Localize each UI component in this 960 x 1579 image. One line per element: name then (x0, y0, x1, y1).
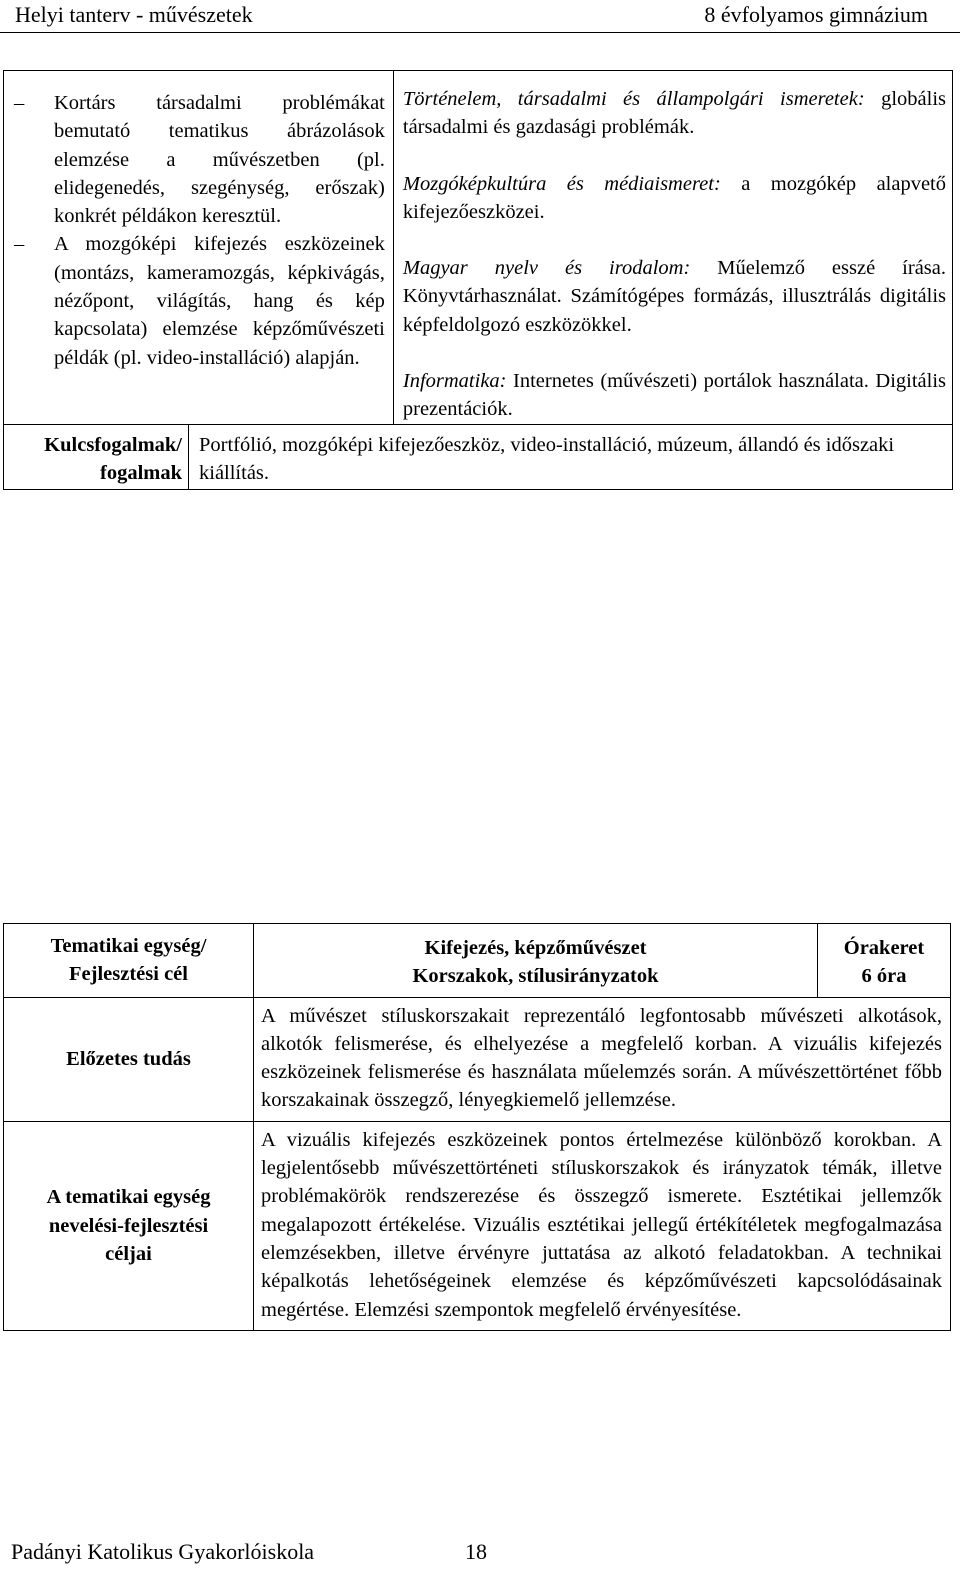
prior-knowledge-text: A művészet stíluskorszakait reprezentáló legfontosabb művészeti alkotások, alkotók felismerése, és elhelyezése a megfelelő korban. A vizuális kifejezés eszközeinek felismerése és használata műelemzés során. A művészettörténet főbb korszakainak összegző, lényegkiemelő jellemzése. (254, 997, 951, 1121)
goals-text: A vizuális kifejezés eszközeinek pontos értelmezése különböző korokban. A legjelentősebb művészettörténeti stíluskorszakok és irányzatok témák, illetve problémakörök rendszerezése és összegző ismerete. Esztétikai jellemzők megalapozott értékelése. Vizuális esztétikai jellegű értékítéletek megfogalmazása elemzésekben, illetve érvényre juttatása az alkotó feladatokban. A technikai képalkotás lehetőségeinek elemzése és képzőművészeti kapcsolódásainak megértése. Elemzési szempontok megfelelő érvényesítése. (254, 1121, 951, 1330)
header-document-title: Helyi tanterv - művészetek (15, 2, 253, 27)
page-header (0, 0, 960, 40)
prior-knowledge-row (4, 997, 951, 1121)
content-row (4, 71, 953, 425)
task-list (9, 89, 385, 372)
connection-text: Internetes (művészeti) portálok használata. Digitális prezentációk. (402, 370, 946, 421)
connection-text: globális társadalmi és gazdasági problémák. (402, 88, 946, 139)
connection-history (403, 85, 946, 142)
connection-subject: Magyar nyelv és irodalom: (402, 257, 691, 280)
connection-subject: Történelem, társadalmi és állampolgári ismeretek: (402, 88, 865, 110)
hours-label: Órakeret (843, 937, 925, 959)
keywords-value: Portfólió, mozgóképi kifejezőeszköz, video-installáció, múzeum, állandó és időszaki kiállítás. (189, 424, 953, 490)
connection-text: Műelemző esszé írása. Könyvtárhasználat. Számítógépes formázás, illusztrálás digitális képfeldolgozó eszközökkel. (402, 257, 946, 336)
footer-school-name: Padányi Katolikus Gyakorlóiskola (11, 1539, 315, 1564)
task-item: – Kortárs társadalmi problémákat bemutató tematikus ábrázolások elemzése a művészetben (pl. elidegenedés, szegénység, erőszak) konkrét példákon keresztül. (9, 89, 385, 230)
unit-label: Tematikai egység/ Fejlesztési cél (4, 924, 254, 998)
unit-header-row (4, 924, 951, 998)
header-school-type: 8 évfolyamos gimnázium (704, 2, 928, 27)
connection-literature (403, 254, 946, 339)
unit-title: Kifejezés, képzőművészet Korszakok, stílusirányzatok (254, 924, 818, 998)
goals-row (4, 1121, 951, 1330)
keywords-label: Kulcsfogalmak/ fogalmak (4, 424, 189, 490)
content-table (3, 70, 953, 490)
connection-informatics (403, 367, 946, 424)
connection-subject: Mozgóképkultúra és médiaismeret: (402, 172, 721, 195)
hours-value: 6 óra (861, 965, 907, 988)
connection-subject: Informatika: (402, 370, 507, 393)
task-item: – A mozgóképi kifejezés eszközeinek (montázs, kameramozgás, képkivágás, nézőpont, világítás, hang és kép kapcsolata) elemzése képzőművészeti példák (pl. video-installáció) alapján. (9, 230, 385, 371)
footer-page-number: 18 (465, 1539, 487, 1564)
goals-label: A tematikai egység nevelési-fejlesztési céljai (4, 1121, 254, 1330)
header-divider (0, 32, 960, 33)
hours-cell (818, 924, 951, 998)
prior-knowledge-label: Előzetes tudás (4, 997, 254, 1121)
connection-media (403, 170, 946, 227)
development-tasks-cell (4, 71, 394, 425)
unit-table (3, 923, 951, 1331)
connection-text: a mozgókép alapvető kifejezőeszközei. (402, 172, 947, 223)
keywords-row (4, 424, 953, 490)
connections-cell (393, 71, 952, 425)
